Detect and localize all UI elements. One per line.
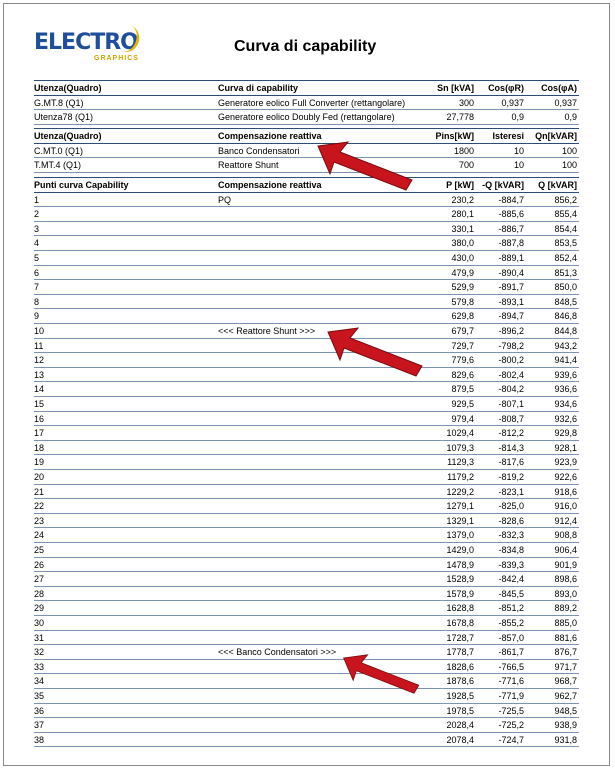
table-cell: <<< Banco Condensatori >>> — [218, 647, 337, 658]
table-cell: Banco Condensatori — [218, 145, 300, 156]
table-cell: 26 — [34, 559, 45, 570]
section-rule — [34, 143, 579, 144]
table-cell: 300 — [458, 97, 474, 108]
table-cell: 36 — [34, 705, 45, 716]
table-cell: 906,4 — [554, 545, 577, 555]
row-divider — [34, 352, 579, 353]
electro-graphics-logo — [34, 30, 139, 72]
table-cell: 908,8 — [554, 530, 577, 541]
table-cell: 5 — [34, 253, 40, 263]
table-cell: 852,4 — [554, 253, 577, 263]
table-cell: 579,8 — [451, 296, 474, 307]
table-cell: 10 — [34, 326, 45, 336]
section-rule — [34, 128, 579, 129]
table-cell: -884,7 — [498, 194, 524, 205]
row-divider — [34, 235, 579, 236]
table-cell: 876,7 — [554, 647, 577, 658]
arrow-icon-banco-condensatori — [342, 650, 422, 698]
table-cell: 479,9 — [451, 267, 474, 278]
table-cell: 934,6 — [554, 399, 577, 409]
table-cell: -828,6 — [498, 515, 524, 526]
row-divider — [34, 644, 579, 645]
row-divider — [34, 454, 579, 455]
table-cell: 30 — [34, 618, 45, 628]
table-cell: 779,6 — [451, 355, 474, 366]
table-cell: 1628,8 — [446, 603, 474, 614]
table-cell: 18 — [34, 442, 45, 453]
table-cell: 4 — [34, 238, 40, 249]
table-cell: 856,2 — [554, 194, 577, 205]
table-cell: 19 — [34, 457, 45, 468]
table-cell: -766,5 — [498, 661, 524, 672]
table-cell: 938,9 — [554, 720, 577, 731]
row-divider — [34, 308, 579, 309]
table-cell: -896,2 — [498, 326, 524, 336]
row-divider — [34, 615, 579, 616]
table-cell: 21 — [34, 486, 45, 497]
table-cell: -817,6 — [498, 457, 524, 468]
table-cell: -819,2 — [498, 472, 524, 482]
table-cell: -893,1 — [498, 296, 524, 307]
row-divider — [34, 673, 579, 674]
table-cell: -825,0 — [498, 501, 524, 512]
table-cell: Reattore Shunt — [218, 160, 279, 171]
row-divider — [34, 109, 579, 110]
table-cell: 853,5 — [554, 238, 577, 249]
table-cell: 22 — [34, 501, 45, 512]
table-cell: 28 — [34, 588, 45, 599]
row-divider — [34, 221, 579, 222]
table-cell: 1478,9 — [446, 559, 474, 570]
table-cell: 2078,4 — [446, 734, 474, 745]
column-header: Sn [kVA] — [437, 83, 474, 93]
table-cell: 3 — [34, 223, 40, 234]
table-cell: 829,6 — [451, 369, 474, 380]
table-cell: 1978,5 — [446, 705, 474, 716]
table-cell: 33 — [34, 661, 45, 672]
table-cell: 1728,7 — [446, 632, 474, 643]
table-cell: 971,7 — [554, 661, 577, 672]
table-cell: -832,3 — [498, 530, 524, 541]
row-divider — [34, 586, 579, 587]
row-divider — [34, 250, 579, 251]
table-cell: 879,5 — [451, 384, 474, 395]
table-cell: 1 — [34, 194, 40, 205]
table-cell: T.MT.4 (Q1) — [34, 160, 82, 171]
section-rule — [34, 177, 579, 178]
row-divider — [34, 513, 579, 514]
table-cell: PQ — [218, 194, 232, 205]
table-cell: 1678,8 — [446, 618, 474, 628]
table-cell: -890,4 — [498, 267, 524, 278]
table-cell: 38 — [34, 734, 45, 745]
table-cell: 848,5 — [554, 296, 577, 307]
table-cell: 2028,4 — [446, 720, 474, 731]
table-cell: 0,9 — [564, 112, 577, 123]
row-divider — [34, 542, 579, 543]
table-cell: -814,3 — [498, 442, 524, 453]
table-cell: -725,2 — [498, 720, 524, 731]
row-divider — [34, 381, 579, 382]
table-cell: 729,7 — [451, 340, 474, 351]
row-divider — [34, 703, 579, 704]
table-cell: Generatore eolico Doubly Fed (rettangolare) — [218, 112, 395, 123]
table-cell: 629,8 — [451, 311, 474, 322]
table-cell: 29 — [34, 603, 45, 614]
row-divider — [34, 411, 579, 412]
column-header: Utenza(Quadro) — [34, 131, 102, 141]
table-cell: 968,7 — [554, 676, 577, 687]
page-title: Curva di capability — [234, 38, 377, 55]
table-cell: 100 — [561, 160, 577, 171]
table-cell: 1429,0 — [446, 545, 474, 555]
table-cell: 929,5 — [451, 399, 474, 409]
table-cell: -894,7 — [498, 311, 524, 322]
row-divider — [34, 498, 579, 499]
table-cell: 962,7 — [554, 691, 577, 701]
table-cell: 844,8 — [554, 326, 577, 336]
table-cell: 928,1 — [554, 442, 577, 453]
table-cell: -798,2 — [498, 340, 524, 351]
row-divider — [34, 732, 579, 733]
table-cell: 1379,0 — [446, 530, 474, 541]
table-cell: 700 — [458, 160, 474, 171]
table-cell: 15 — [34, 399, 45, 409]
table-cell: -839,3 — [498, 559, 524, 570]
arrow-icon-compensazione — [316, 140, 416, 192]
table-cell: 1129,3 — [447, 457, 474, 468]
arrow-icon-reattore-shunt — [326, 326, 426, 378]
table-cell: 14 — [34, 384, 45, 395]
section-rule — [34, 95, 579, 96]
column-header: Cos(φA) — [541, 83, 577, 93]
table-cell: -725,5 — [498, 705, 524, 716]
table-cell: 854,4 — [554, 223, 577, 234]
table-cell: 11 — [34, 340, 44, 351]
table-cell: 1528,9 — [446, 574, 474, 585]
table-cell: 430,0 — [451, 253, 474, 263]
table-cell: -724,7 — [498, 734, 524, 745]
table-cell: 2 — [34, 209, 40, 220]
table-cell: -891,7 — [498, 282, 524, 293]
table-cell: 31 — [34, 632, 45, 643]
row-divider — [34, 206, 579, 207]
table-cell: -834,8 — [498, 545, 524, 555]
table-cell: 0,937 — [501, 97, 524, 108]
row-divider — [34, 323, 579, 324]
table-cell: 1079,3 — [446, 442, 474, 453]
table-cell: 34 — [34, 676, 45, 687]
table-cell: C.MT.0 (Q1) — [34, 145, 84, 156]
table-cell: -842,4 — [498, 574, 524, 585]
table-cell: -885,6 — [498, 209, 524, 220]
table-cell: 889,2 — [554, 603, 577, 614]
table-cell: -800,2 — [498, 355, 524, 366]
row-divider — [34, 600, 579, 601]
table-cell: 27 — [34, 574, 45, 585]
table-cell: -845,5 — [498, 588, 524, 599]
table-cell: -887,8 — [498, 238, 524, 249]
row-divider — [34, 425, 579, 426]
table-cell: -823,1 — [498, 486, 524, 497]
table-cell: 1329,1 — [446, 515, 474, 526]
logo-wordmark: ELECTRO — [34, 30, 138, 55]
table-cell: -771,6 — [498, 676, 524, 687]
row-divider — [34, 124, 579, 125]
table-cell: -851,2 — [498, 603, 524, 614]
row-divider — [34, 440, 579, 441]
table-cell: 20 — [34, 472, 45, 482]
column-header: Q [kVAR] — [538, 180, 577, 190]
table-cell: 936,6 — [554, 384, 577, 395]
table-cell: <<< Reattore Shunt >>> — [218, 326, 316, 336]
table-cell: 17 — [34, 428, 45, 439]
table-cell: 943,2 — [554, 340, 577, 351]
table-cell: 851,3 — [554, 267, 577, 278]
table-cell: 23 — [34, 515, 45, 526]
table-cell: 24 — [34, 530, 45, 541]
row-divider — [34, 527, 579, 528]
table-cell: 37 — [34, 720, 45, 731]
table-cell: 529,9 — [451, 282, 474, 293]
row-divider — [34, 172, 579, 173]
table-cell: 100 — [561, 145, 577, 156]
table-cell: 855,4 — [554, 209, 577, 220]
row-divider — [34, 717, 579, 718]
row-divider — [34, 659, 579, 660]
row-divider — [34, 157, 579, 158]
table-cell: 881,6 — [554, 632, 577, 643]
logo-subtext: GRAPHICS — [94, 55, 139, 62]
row-divider — [34, 396, 579, 397]
table-cell: 7 — [34, 282, 40, 293]
column-header: Utenza(Quadro) — [34, 83, 102, 93]
table-cell: 330,1 — [451, 223, 474, 234]
row-divider — [34, 294, 579, 295]
table-cell: -861,7 — [498, 647, 524, 658]
column-header: Curva di capability — [218, 83, 299, 93]
table-cell: 893,0 — [554, 588, 577, 599]
table-cell: 27,778 — [446, 112, 474, 123]
table-cell: -857,0 — [498, 632, 524, 643]
table-cell: 1179,2 — [447, 472, 474, 482]
table-cell: 1229,2 — [446, 486, 474, 497]
table-cell: 898,6 — [554, 574, 577, 585]
column-header: Pins[kW] — [435, 131, 474, 141]
table-cell: 846,8 — [554, 311, 577, 322]
section-rule — [34, 192, 579, 193]
table-cell: 10 — [513, 160, 524, 171]
table-cell: -812,2 — [498, 428, 524, 439]
table-cell: 923,9 — [554, 457, 577, 468]
column-header: Punti curva Capability — [34, 180, 129, 190]
table-cell: Utenza78 (Q1) — [34, 112, 94, 123]
table-cell: -804,2 — [498, 384, 524, 395]
table-cell: 922,6 — [554, 472, 577, 482]
table-cell: 6 — [34, 267, 40, 278]
table-cell: 941,4 — [554, 355, 577, 366]
table-cell: 1029,4 — [446, 428, 474, 439]
row-divider — [34, 367, 579, 368]
table-cell: -807,1 — [498, 399, 524, 409]
table-cell: 1279,1 — [446, 501, 474, 512]
row-divider — [34, 265, 579, 266]
table-cell: 32 — [34, 647, 45, 658]
table-cell: 380,0 — [451, 238, 474, 249]
table-cell: 918,6 — [554, 486, 577, 497]
table-cell: 901,9 — [554, 559, 577, 570]
table-cell: 230,2 — [451, 194, 474, 205]
row-divider — [34, 484, 579, 485]
row-divider — [34, 688, 579, 689]
table-cell: 931,8 — [554, 734, 577, 745]
table-cell: 1578,9 — [446, 588, 474, 599]
table-cell: -889,1 — [498, 253, 524, 263]
column-header: Compensazione reattiva — [218, 180, 322, 190]
table-cell: 13 — [34, 369, 45, 380]
row-divider — [34, 338, 579, 339]
table-cell: 929,8 — [554, 428, 577, 439]
column-header: Isteresi — [492, 131, 524, 141]
table-cell: -802,4 — [498, 369, 524, 380]
table-cell: 979,4 — [451, 413, 474, 424]
column-header: Qn[kVAR] — [535, 131, 577, 141]
table-cell: -886,7 — [498, 223, 524, 234]
column-header: P [kW] — [446, 180, 474, 190]
table-cell: 948,5 — [554, 705, 577, 716]
row-divider — [34, 571, 579, 572]
table-cell: 1800 — [453, 145, 474, 156]
table-cell: 0,9 — [511, 112, 524, 123]
row-divider — [34, 746, 579, 747]
table-cell: 932,6 — [554, 413, 577, 424]
table-cell: -855,2 — [498, 618, 524, 628]
table-cell: 9 — [34, 311, 40, 322]
table-cell: 280,1 — [451, 209, 474, 220]
row-divider — [34, 557, 579, 558]
table-cell: 1878,6 — [446, 676, 474, 687]
table-cell: 35 — [34, 691, 45, 701]
table-cell: 850,0 — [554, 282, 577, 293]
table-cell: 8 — [34, 296, 40, 307]
table-cell: 939,6 — [554, 369, 577, 380]
table-cell: -808,7 — [498, 413, 524, 424]
table-cell: 10 — [513, 145, 524, 156]
table-cell: G.MT.8 (Q1) — [34, 97, 84, 108]
row-divider — [34, 630, 579, 631]
table-cell: 1778,7 — [446, 647, 474, 658]
table-cell: 25 — [34, 545, 45, 555]
table-cell: 1828,6 — [446, 661, 474, 672]
table-cell: 912,4 — [554, 515, 577, 526]
table-cell: 16 — [34, 413, 45, 424]
table-cell: -771,9 — [498, 691, 524, 701]
row-divider — [34, 469, 579, 470]
column-header: Cos(φR) — [488, 83, 524, 93]
table-cell: Generatore eolico Full Converter (rettangolare) — [218, 97, 406, 108]
table-cell: 885,0 — [554, 618, 577, 628]
table-cell: 12 — [34, 355, 45, 366]
section-rule — [34, 80, 579, 81]
column-header: Compensazione reattiva — [218, 131, 322, 141]
column-header: -Q [kVAR] — [482, 180, 524, 190]
row-divider — [34, 279, 579, 280]
table-cell: 679,7 — [451, 326, 474, 336]
table-cell: 0,937 — [554, 97, 577, 108]
table-cell: 1928,5 — [446, 691, 474, 701]
table-cell: 916,0 — [554, 501, 577, 512]
